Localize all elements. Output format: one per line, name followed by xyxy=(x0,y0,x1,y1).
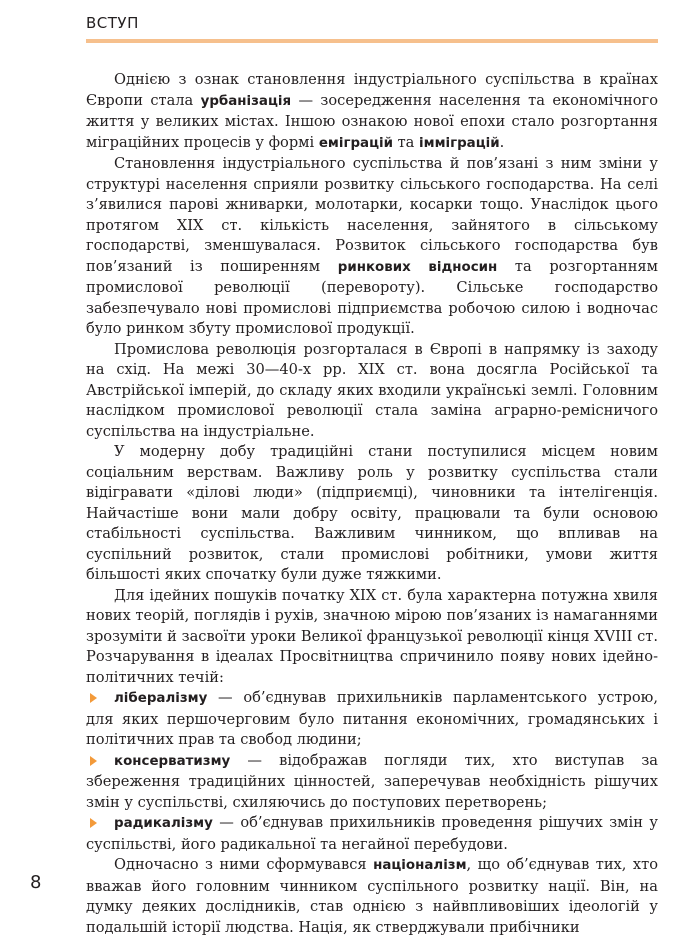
page-content xyxy=(86,70,658,938)
term-nationalism: націоналізм xyxy=(373,858,467,873)
page-number: 8 xyxy=(30,872,42,893)
section-title: ВСТУП xyxy=(86,14,139,32)
bullet-arrow-icon xyxy=(90,818,97,828)
paragraph-urbanization: Однією з ознак становлення індустріального суспільства в країнах Європи стала урбанізація — зосередження населення та економічного життя у великих містах. Іншою ознакою нової епохи стало розгортання міграційних процесів у формі еміграцій та імміграцій. xyxy=(86,71,658,151)
paragraph-nationalism: Одночасно з ними сформувався націоналізм, що об’єднував тих, хто вважав його головним чинником суспільного розвитку нації. Він, на думку деяких дослідників, став однією з найвпливовіших ідеологій у подальшій історії людства. Нація, як стверджували прибічники xyxy=(86,856,658,936)
bullet-arrow-icon xyxy=(90,693,97,703)
list-item-conservatism: консерватизму — відображав погляди тих, хто виступав за збереження традиційних цінностей, заперечував необхідність рішучих змін у суспільстві, схиляючись до поступових перетворень; xyxy=(86,751,658,811)
paragraph-agriculture: Становлення індустріального суспільства й пов’язані з ним зміни у структурі населення сприяли розвитку сільського господарства. На селі з’явилися парові жниварки, молотарки, косарки тощо. Унаслідок цього протягом XIX ст. кількість населення, зайнятого в сільському господарстві, зменшувалася. Розвиток сільського господарства був пов’язаний із поширенням ринкових відносин та розгортанням промислової революції (перевороту). Сільське господарство забезпечувало нові промислові підприємства робочою силою і водночас було ринком збуту промислової продукції. xyxy=(86,155,658,337)
term-radicalism: радикалізму xyxy=(114,816,213,831)
paragraph-ideologies: Для ідейних пошуків початку XIX ст. була характерна потужна хвиля нових теорій, поглядів і рухів, значною мірою пов’язаних із намаганнями зрозуміти й засвоїти уроки Великої французької революції кінця XVIII ст. Розчарування в ідеалах Просвітництва спричинило появу нових ідейно-політичних течій: xyxy=(86,586,658,686)
list-item-liberalism: лібералізму — об’єднував прихильників парламентського устрою, для яких першочерговим було питання економічних, громадянських і політичних прав та свобод людини; xyxy=(86,689,658,748)
term-emigration: еміграцій xyxy=(318,135,393,151)
paragraph-industrial-revolution: Промислова революція розгорталася в Європі в напрямку із заходу на схід. На межі 30—40-х рр. XIX ст. вона досягла Російської та Австрійської імперій, до складу яких входили українські землі. Головним наслідком промислової революції стала заміна аграрно-ремісничого суспільства на індустріальне. xyxy=(86,340,658,440)
list-item-radicalism: радикалізму — об’єднував прихильників проведення рішучих змін у суспільстві, його радикальної та негайної перебудови. xyxy=(86,814,658,853)
bullet-arrow-icon xyxy=(90,756,97,766)
term-urbanization: урбанізація xyxy=(200,93,292,109)
term-liberalism: лібералізму xyxy=(114,691,208,706)
paragraph-social-strata: У модерну добу традиційні стани поступилися місцем новим соціальним верствам. Важливу роль у розвитку суспільства стали відігравати «ділові люди» (підприємці), чиновники та інтелігенція. Найчастіше вони мали добру освіту, працювали та були основою стабільності суспільства. Важливим чинником, що впливав на суспільний розвиток, стали промислові робітники, умови життя більшості яких спочатку були дуже тяжкими. xyxy=(86,443,658,583)
term-market-relations: ринкових відносин xyxy=(337,259,498,275)
page-header xyxy=(86,6,658,43)
term-immigration: імміграцій xyxy=(419,135,500,151)
term-conservatism: консерватизму xyxy=(114,753,231,769)
